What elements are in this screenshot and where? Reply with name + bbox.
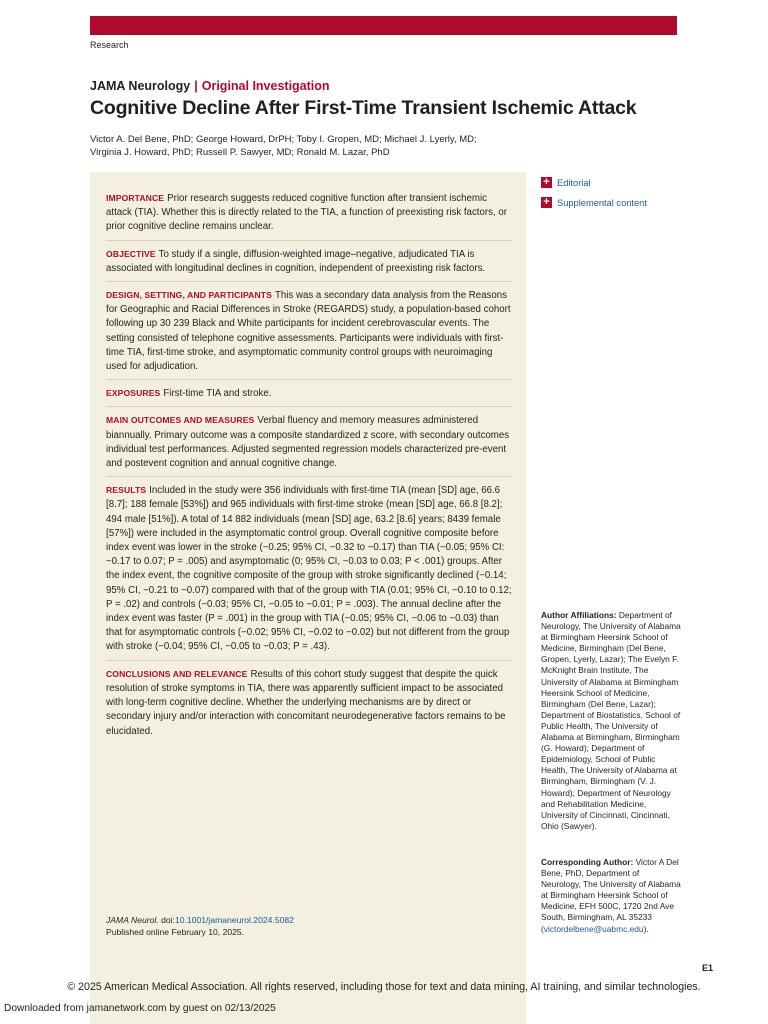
abstract-heading: EXPOSURES <box>106 388 161 399</box>
abstract-text: This was a secondary data analysis from the Reasons for Geographic and Racial Differences in Stroke (REGARDS) study, a population-based cohort following up 30 239 Black and White participants for incident cerebrovascular events. The setting consisted of telephone cognitive assessments. Participants were individuals with first-time TIA, first-time stroke, and asymptomatic community control groups with neuroimaging used for adjudication. <box>106 290 511 373</box>
page-number: E1 <box>702 963 714 973</box>
author-affiliations <box>541 610 681 832</box>
abstract-section-exposures <box>106 386 513 407</box>
abstract-section-objective <box>106 247 513 282</box>
corresponding-label: Corresponding Author: <box>541 857 634 867</box>
corresponding-author <box>541 857 681 935</box>
journal-separator: | <box>194 79 198 93</box>
abstract-section-importance <box>106 191 513 241</box>
doi-prefix: doi: <box>158 915 175 925</box>
supplemental-content-link[interactable] <box>541 197 647 208</box>
abstract-content <box>106 191 513 750</box>
doi-link[interactable]: 10.1001/jamaneurol.2024.5082 <box>174 915 294 925</box>
editorial-label[interactable]: Editorial <box>557 177 591 188</box>
abstract-heading: RESULTS <box>106 485 147 496</box>
abstract-section-outcomes <box>106 413 513 477</box>
article-type: Original Investigation <box>201 79 330 93</box>
published-date: Published online February 10, 2025. <box>106 926 245 937</box>
header-bar <box>90 16 677 35</box>
abstract-section-design <box>106 288 513 380</box>
corresponding-text: Victor A Del Bene, PhD, Department of Neurology, The University of Alabama at Birmingham Heersink School of Medicine, EFH 500C, 1720 2nd Ave South, Birmingham, AL 35233 ( <box>541 857 681 934</box>
journal-name: JAMA Neurology <box>90 79 191 93</box>
abstract-section-results <box>106 483 513 660</box>
editorial-link[interactable] <box>541 177 591 188</box>
corresponding-end: ). <box>643 923 649 934</box>
supplemental-label[interactable]: Supplemental content <box>557 197 647 208</box>
authors-line: Virginia J. Howard, PhD; Russell P. Sawyer, MD; Ronald M. Lazar, PhD <box>90 146 390 158</box>
citation-block <box>106 915 294 938</box>
abstract-text: Verbal fluency and memory measures administered biannually. Primary outcome was a composite standardized z score, with secondary outcomes individual test performances. Adjusted segmented regression models characterized pre-event and postevent cognition and annual cognitive change. <box>106 415 510 470</box>
journal-line <box>90 79 330 93</box>
abstract-heading: IMPORTANCE <box>106 193 165 203</box>
abstract-text: Included in the study were 356 individuals with first-time TIA (mean [SD] age, 66.6 [8.7]; 188 female [53%]) and 965 individuals with first-time stroke (mean [SD] age, 66.8 [8.2]; 494 male [51%]). A total of 14 882 individuals (mean [SD] age, 63.2 [8.6] years; 8439 female [57%]) were included in the asymptomatic control group. Overall cognitive composite before index event was lower in the stroke (−0.25; 95% CI, −0.32 to −0.17) than TIA (−0.05; 95% CI: −0.17 to 0.07; P = .005) and asymptomatic (0; 95% CI, −0.03 to 0.03; P < .001) groups. After the index event, the cognitive composite of the group with stroke significantly declined (−0.14; 95% CI, −0.21 to −0.07) compared with that of the group with TIA (0.01; 95% CI, −0.10 to 0.12; P = .02) and controls (−0.03; 95% CI, −0.05 to −0.01; P = .003). The annual decline after the index event was faster (P = .001) in the group with TIA (−0.05; 95% CI, −0.06 to −0.03) than that for asymptomatic controls (−0.02; 95% CI, −0.02 to −0.02) but not different from the group with stroke (−0.04; 95% CI, −0.05 to −0.03; P = .43). <box>106 485 512 653</box>
abstract-heading: CONCLUSIONS AND RELEVANCE <box>106 668 248 679</box>
plus-icon: + <box>541 177 552 188</box>
article-title: Cognitive Decline After First-Time Transient Ischemic Attack <box>90 97 637 119</box>
abstract-text: Prior research suggests reduced cognitive function after transient ischemic attack (TIA). Whether this is directly related to the TIA, a function of preexisting risk factors, or prior cognitive decline remains unclear. <box>106 193 507 233</box>
abstract-text: Results of this cohort study suggest that despite the quick resolution of stroke symptoms in TIA, there was apparently sufficient impact to be associated with long-term cognitive decline. Whether the underlying mechanisms are by direct or secondary injury and/or interaction with concomitant neurodegenerative factors remains to be elucidated. <box>106 668 506 737</box>
plus-icon: + <box>541 197 552 208</box>
abstract-text: To study if a single, diffusion-weighted image–negative, adjudicated TIA is associated with longitudinal declines in cognition, independent of preexisting risk factors. <box>106 248 486 274</box>
affiliations-label: Author Affiliations: <box>541 610 617 620</box>
download-notice: Downloaded from jamanetwork.com by guest on 02/13/2025 <box>4 1003 276 1014</box>
section-label: Research <box>90 40 129 50</box>
affiliations-text: Department of Neurology, The University of Alabama at Birmingham Heersink School of Medicine, Birmingham (Del Bene, Gropen, Lyerly, Lazar); The Evelyn F. McKnight Brain Institute, The University of Alabama at Birmingham Heersink School of Medicine, Birmingham (Del Bene, Lazar); Department of Biostatistics, School of Public Health, The University of Alabama at Birmingham, Birmingham (G. Howard); Department of Epidemiology, School of Public Health, The University of Alabama at Birmingham, Birmingham (V. J. Howard); Department of Neurology and Rehabilitation Medicine, University of Cincinnati, Cincinnati, Ohio (Sawyer). <box>541 610 681 831</box>
abstract-box <box>90 172 526 1024</box>
author-list <box>90 134 510 159</box>
authors-line: Victor A. Del Bene, PhD; George Howard, DrPH; Toby I. Gropen, MD; Michael J. Lyerly, MD; <box>90 134 477 145</box>
copyright-notice: © 2025 American Medical Association. All rights reserved, including those for text and data mining, AI training, and similar technologies. <box>67 981 701 993</box>
abstract-section-conclusions <box>106 667 513 744</box>
abstract-heading: OBJECTIVE <box>106 248 156 259</box>
corresponding-email-link[interactable]: victordelbene@uabmc.edu <box>543 923 644 934</box>
abstract-heading: MAIN OUTCOMES AND MEASURES <box>106 415 255 426</box>
citation-line <box>106 915 294 927</box>
abstract-text: First-time TIA and stroke. <box>163 388 272 400</box>
abstract-heading: DESIGN, SETTING, AND PARTICIPANTS <box>106 290 272 301</box>
journal-abbrev: JAMA Neurol. <box>106 915 159 925</box>
